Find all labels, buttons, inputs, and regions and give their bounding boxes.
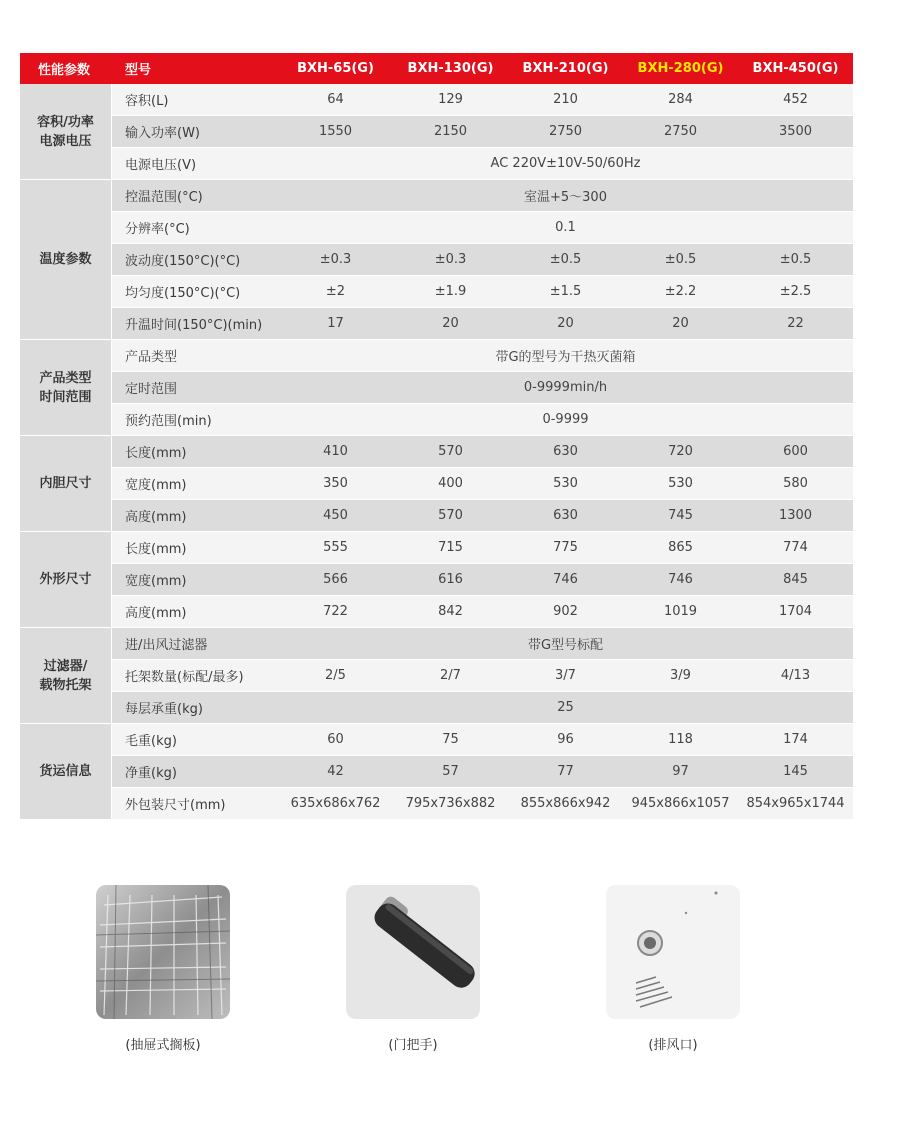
drawer-shelf-photo: [96, 885, 230, 1019]
cell-value: 97: [623, 756, 738, 788]
cell-value: 129: [393, 84, 508, 116]
table-row: [20, 500, 853, 532]
door-handle-icon: [346, 885, 480, 1019]
row-label: 预约范围(min): [112, 404, 278, 436]
table-row: [20, 404, 853, 436]
cell-value: 64: [278, 84, 393, 116]
cell-value: 118: [623, 724, 738, 756]
row-label: 均匀度(150°C)(°C): [112, 276, 278, 308]
table-row: [20, 148, 853, 180]
cell-value: 715: [393, 532, 508, 564]
cell-value: 902: [508, 596, 623, 628]
row-shared-value: 0.1: [278, 212, 853, 244]
cell-value: ±1.9: [393, 276, 508, 308]
row-label: 高度(mm): [112, 500, 278, 532]
cell-value: ±2: [278, 276, 393, 308]
row-shared-value: 0-9999min/h: [278, 372, 853, 404]
cell-value: 20: [623, 308, 738, 340]
cell-value: ±0.3: [278, 244, 393, 276]
header-model-highlighted: BXH-280(G): [623, 53, 738, 84]
cell-value: 854x965x1744: [738, 788, 853, 820]
cell-value: ±0.5: [508, 244, 623, 276]
table-row: [20, 756, 853, 788]
cell-value: ±0.5: [738, 244, 853, 276]
header-model: BXH-65(G): [278, 53, 393, 84]
cell-value: 530: [508, 468, 623, 500]
table-row: [20, 372, 853, 404]
cell-value: 2/5: [278, 660, 393, 692]
cell-value: 57: [393, 756, 508, 788]
row-label: 电源电压(V): [112, 148, 278, 180]
header-model: BXH-210(G): [508, 53, 623, 84]
cell-value: 2750: [508, 116, 623, 148]
table-row: [20, 116, 853, 148]
cell-value: 22: [738, 308, 853, 340]
cell-value: 3500: [738, 116, 853, 148]
cell-value: 774: [738, 532, 853, 564]
cell-value: 566: [278, 564, 393, 596]
cell-value: 2150: [393, 116, 508, 148]
table-row: [20, 276, 853, 308]
cell-value: ±2.5: [738, 276, 853, 308]
cell-value: 635x686x762: [278, 788, 393, 820]
table-row: [20, 308, 853, 340]
cell-value: 2750: [623, 116, 738, 148]
header-category: 性能参数: [20, 53, 112, 84]
cell-value: 450: [278, 500, 393, 532]
table-row: [20, 468, 853, 500]
cell-value: 600: [738, 436, 853, 468]
table-row: [20, 628, 853, 660]
row-label: 毛重(kg): [112, 724, 278, 756]
table-row: [20, 244, 853, 276]
cell-value: 210: [508, 84, 623, 116]
row-shared-value: 带G型号标配: [278, 628, 853, 660]
cell-value: ±1.5: [508, 276, 623, 308]
header-model: BXH-130(G): [393, 53, 508, 84]
row-label: 控温范围(°C): [112, 180, 278, 212]
header-model: BXH-450(G): [738, 53, 853, 84]
row-shared-value: 0-9999: [278, 404, 853, 436]
cell-value: 42: [278, 756, 393, 788]
exhaust-vent-photo: [606, 885, 740, 1019]
cell-value: 855x866x942: [508, 788, 623, 820]
group-name: 货运信息: [20, 724, 112, 820]
row-label: 输入功率(W): [112, 116, 278, 148]
cell-value: ±0.5: [623, 244, 738, 276]
group-name: 内胆尺寸: [20, 436, 112, 532]
cell-value: 1550: [278, 116, 393, 148]
group-name: 产品类型 时间范围: [20, 340, 112, 436]
cell-value: 722: [278, 596, 393, 628]
table-row: [20, 596, 853, 628]
cell-value: 842: [393, 596, 508, 628]
table-row: [20, 788, 853, 820]
group-name: 容积/功率 电源电压: [20, 84, 112, 180]
cell-value: 3/9: [623, 660, 738, 692]
table-row: [20, 564, 853, 596]
cell-value: 746: [508, 564, 623, 596]
row-shared-value: 室温+5～300: [278, 180, 853, 212]
row-label: 升温时间(150°C)(min): [112, 308, 278, 340]
cell-value: 945x866x1057: [623, 788, 738, 820]
table-row: [20, 532, 853, 564]
cell-value: 1704: [738, 596, 853, 628]
cell-value: 96: [508, 724, 623, 756]
cell-value: 1019: [623, 596, 738, 628]
row-shared-value: AC 220V±10V-50/60Hz: [278, 148, 853, 180]
row-label: 长度(mm): [112, 532, 278, 564]
group-name: 温度参数: [20, 180, 112, 340]
table-row: [20, 660, 853, 692]
cell-value: 580: [738, 468, 853, 500]
row-label: 托架数量(标配/最多): [112, 660, 278, 692]
row-shared-value: 25: [278, 692, 853, 724]
cell-value: 20: [393, 308, 508, 340]
table-row: [20, 724, 853, 756]
photo-caption: (排风口): [648, 1038, 698, 1053]
drawer-shelf-icon: [96, 885, 230, 1019]
row-label: 净重(kg): [112, 756, 278, 788]
row-label: 产品类型: [112, 340, 278, 372]
table-row: [20, 84, 853, 116]
cell-value: 720: [623, 436, 738, 468]
row-label: 每层承重(kg): [112, 692, 278, 724]
cell-value: 795x736x882: [393, 788, 508, 820]
cell-value: 865: [623, 532, 738, 564]
table-row: [20, 180, 853, 212]
row-label: 定时范围: [112, 372, 278, 404]
cell-value: 4/13: [738, 660, 853, 692]
row-shared-value: 带G的型号为干热灭菌箱: [278, 340, 853, 372]
cell-value: 20: [508, 308, 623, 340]
cell-value: 616: [393, 564, 508, 596]
cell-value: 3/7: [508, 660, 623, 692]
group-name: 过滤器/ 载物托架: [20, 628, 112, 724]
table-row: [20, 692, 853, 724]
cell-value: 630: [508, 436, 623, 468]
cell-value: 775: [508, 532, 623, 564]
cell-value: 284: [623, 84, 738, 116]
cell-value: 530: [623, 468, 738, 500]
row-label: 宽度(mm): [112, 564, 278, 596]
exhaust-vent-icon: [606, 885, 740, 1019]
cell-value: 570: [393, 500, 508, 532]
cell-value: 630: [508, 500, 623, 532]
header-model-label: 型号: [112, 53, 278, 84]
row-label: 宽度(mm): [112, 468, 278, 500]
row-label: 高度(mm): [112, 596, 278, 628]
cell-value: 555: [278, 532, 393, 564]
cell-value: 1300: [738, 500, 853, 532]
row-label: 进/出风过滤器: [112, 628, 278, 660]
table-row: [20, 340, 853, 372]
cell-value: ±2.2: [623, 276, 738, 308]
cell-value: 2/7: [393, 660, 508, 692]
photo-caption: (门把手): [388, 1038, 438, 1053]
cell-value: 17: [278, 308, 393, 340]
row-label: 分辨率(°C): [112, 212, 278, 244]
cell-value: 60: [278, 724, 393, 756]
cell-value: 845: [738, 564, 853, 596]
table-row: [20, 212, 853, 244]
group-name: 外形尺寸: [20, 532, 112, 628]
cell-value: 350: [278, 468, 393, 500]
cell-value: 145: [738, 756, 853, 788]
table-row: [20, 436, 853, 468]
spec-table: [20, 53, 853, 820]
row-label: 波动度(150°C)(°C): [112, 244, 278, 276]
photo-caption: (抽屉式搁板): [125, 1038, 201, 1053]
cell-value: 570: [393, 436, 508, 468]
cell-value: 410: [278, 436, 393, 468]
row-label: 长度(mm): [112, 436, 278, 468]
cell-value: 174: [738, 724, 853, 756]
cell-value: 400: [393, 468, 508, 500]
row-label: 容积(L): [112, 84, 278, 116]
header-row: [20, 53, 853, 84]
cell-value: 452: [738, 84, 853, 116]
cell-value: 746: [623, 564, 738, 596]
cell-value: 77: [508, 756, 623, 788]
spec-body: [20, 84, 853, 820]
cell-value: ±0.3: [393, 244, 508, 276]
cell-value: 745: [623, 500, 738, 532]
cell-value: 75: [393, 724, 508, 756]
door-handle-photo: [346, 885, 480, 1019]
row-label: 外包装尺寸(mm): [112, 788, 278, 820]
